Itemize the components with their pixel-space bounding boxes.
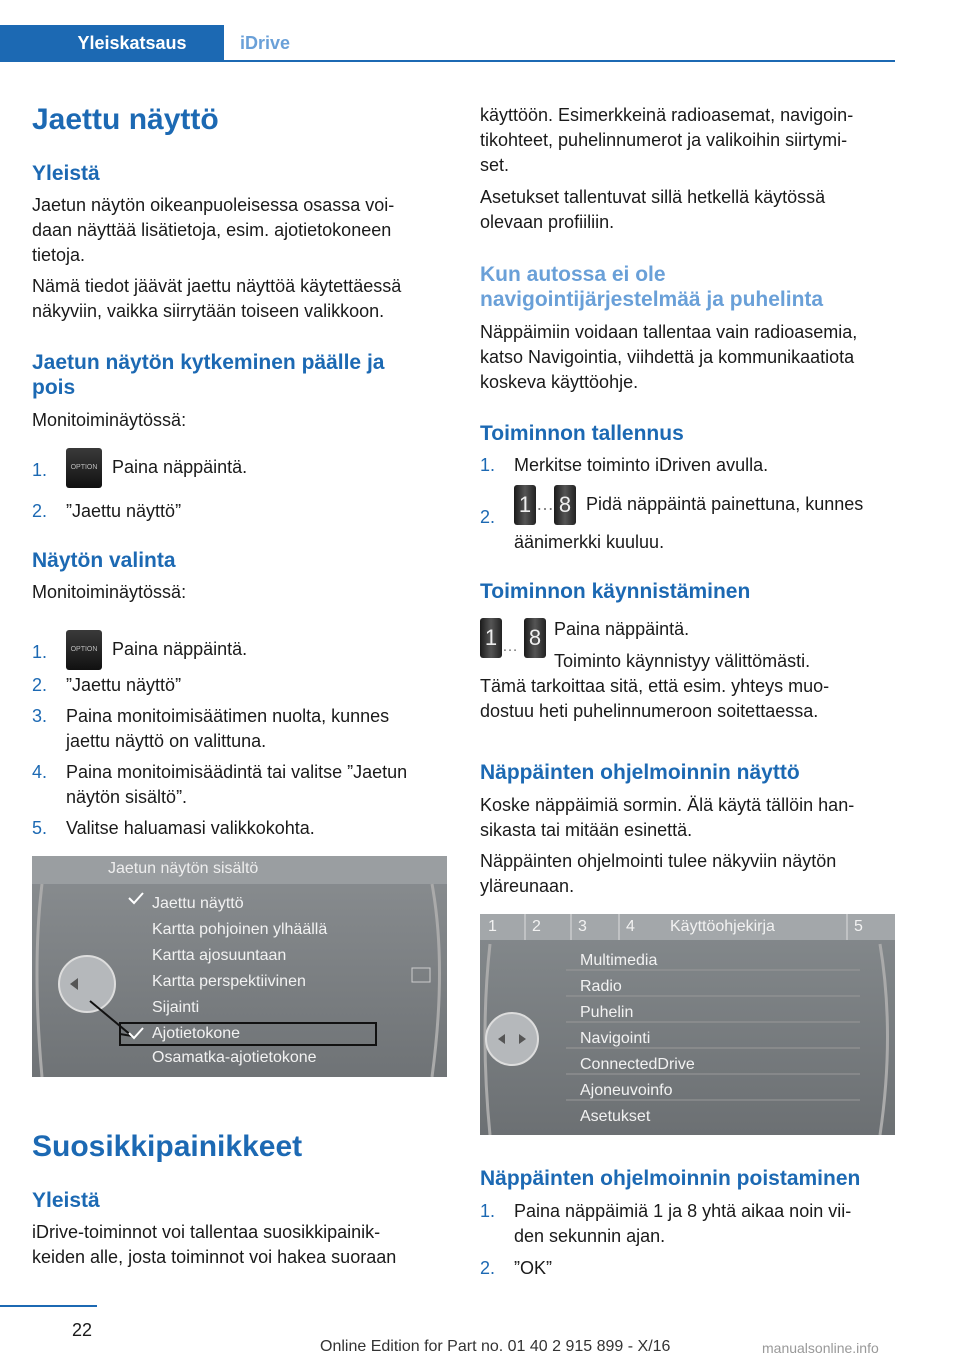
- paragraph: Näppäimiin voidaan tallentaa vain radioasemia,: [480, 322, 858, 342]
- paragraph: näkyviin, vaikka siirrytään toiseen valikkoon.: [32, 301, 385, 321]
- fav-label: Käyttöohjekirja: [670, 918, 775, 935]
- fav-key-5: 5: [854, 918, 863, 935]
- page-number: 22: [72, 1320, 93, 1340]
- controller-graphic: [480, 914, 895, 1135]
- header-divider: [0, 60, 895, 62]
- watermark: manualsonline.info: [762, 1340, 879, 1356]
- menu-item: Sijainti: [152, 999, 200, 1016]
- paragraph: Koske näppäimiä sormin. Älä käytä tällöin han-: [480, 795, 855, 815]
- fav-key-1: 1: [488, 918, 497, 935]
- menu-item: Asetukset: [580, 1108, 651, 1125]
- menu-item: Radio: [580, 978, 622, 995]
- subheading-yleista-2: Yleistä: [32, 1189, 100, 1212]
- subheading-tallennus: Toiminnon tallennus: [480, 422, 684, 445]
- paragraph: koskeva käyttöohje.: [480, 372, 639, 392]
- paragraph: tikohteet, puhelinnumerot ja valikoihin siirtymi-: [480, 130, 848, 150]
- subheading-ohjelmoinnin-naytto: Näppäinten ohjelmoinnin näyttö: [480, 761, 800, 784]
- menu-item: ConnectedDrive: [580, 1056, 695, 1073]
- menu-item: Kartta ajosuuntaan: [152, 947, 287, 964]
- footer-divider: [0, 1305, 97, 1307]
- subheading-yleista: Yleistä: [32, 162, 100, 185]
- menu-item: Multimedia: [580, 952, 658, 969]
- paragraph: Toiminto käynnistyy välittömästi.: [554, 651, 811, 671]
- paragraph: Tämä tarkoittaa sitä, että esim. yhteys muo-: [480, 676, 830, 696]
- paragraph: iDrive-toiminnot voi tallentaa suosikkipainik-: [32, 1222, 381, 1242]
- key-1-icon: 1: [514, 485, 536, 525]
- paragraph: olevaan profiiliin.: [480, 212, 615, 232]
- idrive-screenshot-split-screen: [32, 856, 447, 1077]
- option-key-icon: OPTION: [66, 448, 102, 488]
- subheading-kaynnistaminen: Toiminnon käynnistäminen: [480, 580, 751, 603]
- paragraph: keiden alle, josta toiminnot voi hakea suoraan: [32, 1247, 397, 1267]
- subheading-ei-navigointia-2: navigointijärjestelmää ja puhelinta: [480, 288, 824, 311]
- key-8-icon: 8: [524, 618, 546, 658]
- page-header: [0, 0, 895, 62]
- paragraph: sikasta tai mitään esinettä.: [480, 820, 693, 840]
- edition-text: Online Edition for Part no. 01 40 2 915 899 - X/16: [320, 1338, 671, 1355]
- fav-key-3: 3: [578, 918, 587, 935]
- paragraph: yläreunaan.: [480, 876, 575, 896]
- subheading-kytkeminen-2: pois: [32, 376, 76, 399]
- menu-item-selected: Ajotietokone: [152, 1025, 241, 1042]
- subheading-poistaminen: Näppäinten ohjelmoinnin poistaminen: [480, 1167, 861, 1190]
- tab-yleiskatsaus[interactable]: Yleiskatsaus: [0, 25, 224, 62]
- paragraph: Monitoiminäytössä:: [32, 582, 187, 602]
- paragraph: dostuu heti puhelinnumeroon soitettaessa.: [480, 701, 819, 721]
- fav-key-2: 2: [532, 918, 541, 935]
- option-key-icon: OPTION: [66, 630, 102, 670]
- menu-item: Kartta pohjoinen ylhäällä: [152, 921, 328, 938]
- menu-item: Navigointi: [580, 1030, 651, 1047]
- menu-item: Puhelin: [580, 1004, 634, 1021]
- menu-item: Ajoneuvoinfo: [580, 1082, 673, 1099]
- fav-key-4: 4: [626, 918, 635, 935]
- key-1-icon: 1: [480, 618, 502, 658]
- tab-idrive[interactable]: iDrive: [240, 33, 291, 53]
- section-title-suosikkipainikkeet: Suosikkipainikkeet: [32, 1130, 303, 1163]
- idrive-screenshot-favorites: [480, 914, 895, 1135]
- section-title-jaettu-naytto: Jaettu näyttö: [32, 103, 219, 136]
- paragraph: Asetukset tallentuvat sillä hetkellä käytössä: [480, 187, 826, 207]
- paragraph: Paina näppäintä.: [554, 619, 690, 639]
- menu-item: Osamatka-ajotietokone: [152, 1049, 317, 1066]
- paragraph: Monitoiminäytössä:: [32, 410, 187, 430]
- screen-title: Jaetun näytön sisältö: [108, 860, 259, 877]
- paragraph: Nämä tiedot jäävät jaettu näyttöä käytettäessä: [32, 276, 402, 296]
- subheading-nayton-valinta: Näytön valinta: [32, 549, 176, 572]
- paragraph: set.: [480, 155, 510, 175]
- paragraph: daan näyttää lisätietoja, esim. ajotietokoneen: [32, 220, 392, 240]
- paragraph: katso Navigointia, viihdettä ja kommunikaatiota: [480, 347, 855, 367]
- subheading-kytkeminen: Jaetun näytön kytkeminen päälle ja: [32, 351, 385, 374]
- menu-item: Kartta perspektiivinen: [152, 973, 306, 990]
- subheading-ei-navigointia: Kun autossa ei ole: [480, 263, 666, 286]
- paragraph: Näppäinten ohjelmointi tulee näkyviin näytön: [480, 851, 837, 871]
- favorite-keys-graphic: 1 … 8: [480, 618, 895, 660]
- controller-graphic: [32, 856, 447, 1077]
- paragraph: tietoja.: [32, 245, 86, 265]
- key-8-icon: 8: [554, 485, 576, 525]
- paragraph: Jaetun näytön oikeanpuoleisessa osassa voi-: [32, 195, 395, 215]
- menu-item: Jaettu näyttö: [152, 895, 244, 912]
- paragraph: käyttöön. Esimerkkeinä radioasemat, navigoin-: [480, 105, 854, 125]
